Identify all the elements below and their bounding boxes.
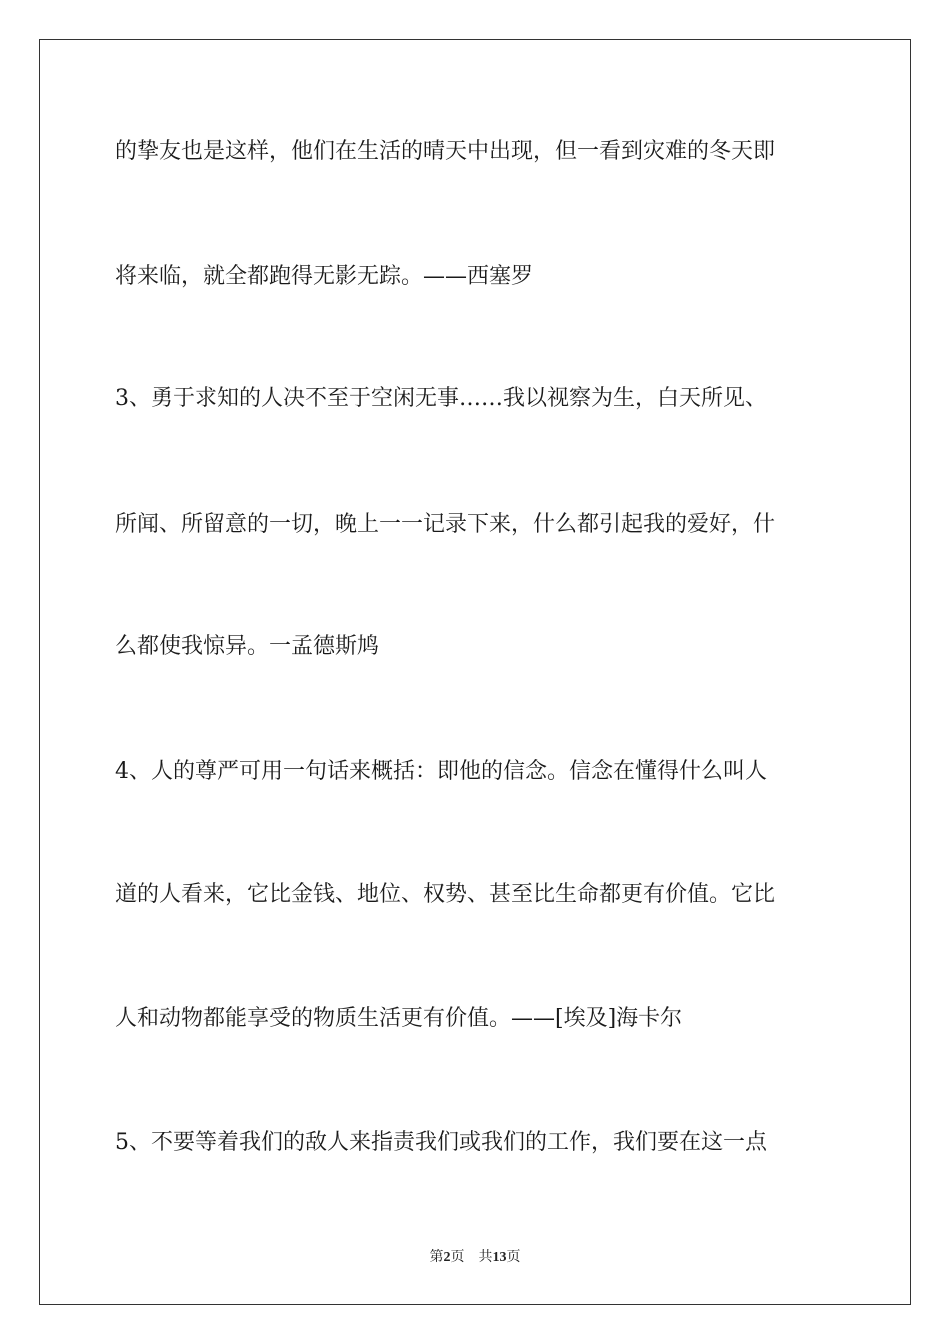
text-line-5: 么都使我惊异。一孟德斯鸠 xyxy=(115,634,380,659)
text-line-9: 5、不要等着我们的敌人来指责我们或我们的工作，我们要在这一点 xyxy=(115,1130,767,1155)
current-page-number: 2 xyxy=(443,1250,451,1265)
total-suffix: 页 xyxy=(506,1249,521,1265)
page-prefix: 第 xyxy=(429,1249,444,1265)
page-suffix: 页 xyxy=(450,1249,465,1265)
text-line-6: 4、人的尊严可用一句话来概括：即他的信念。信念在懂得什么叫人 xyxy=(115,759,767,784)
text-line-2: 将来临，就全都跑得无影无踪。——西塞罗 xyxy=(115,264,534,289)
text-line-8: 人和动物都能享受的物质生活更有价值。——[埃及]海卡尔 xyxy=(115,1006,683,1031)
text-line-4: 所闻、所留意的一切，晚上一一记录下来，什么都引起我的爱好，什 xyxy=(115,512,776,537)
total-page-count: 13 xyxy=(492,1250,507,1265)
text-line-7: 道的人看来，它比金钱、地位、权势、甚至比生命都更有价值。它比 xyxy=(115,882,776,907)
page-frame xyxy=(39,39,911,1305)
page-footer xyxy=(0,1247,950,1268)
text-line-1: 的挚友也是这样，他们在生活的晴天中出现，但一看到灾难的冬天即 xyxy=(115,139,776,164)
text-line-3: 3、勇于求知的人决不至于空闲无事……我以视察为生，白天所见、 xyxy=(115,386,767,411)
total-prefix: 共 xyxy=(478,1249,493,1265)
